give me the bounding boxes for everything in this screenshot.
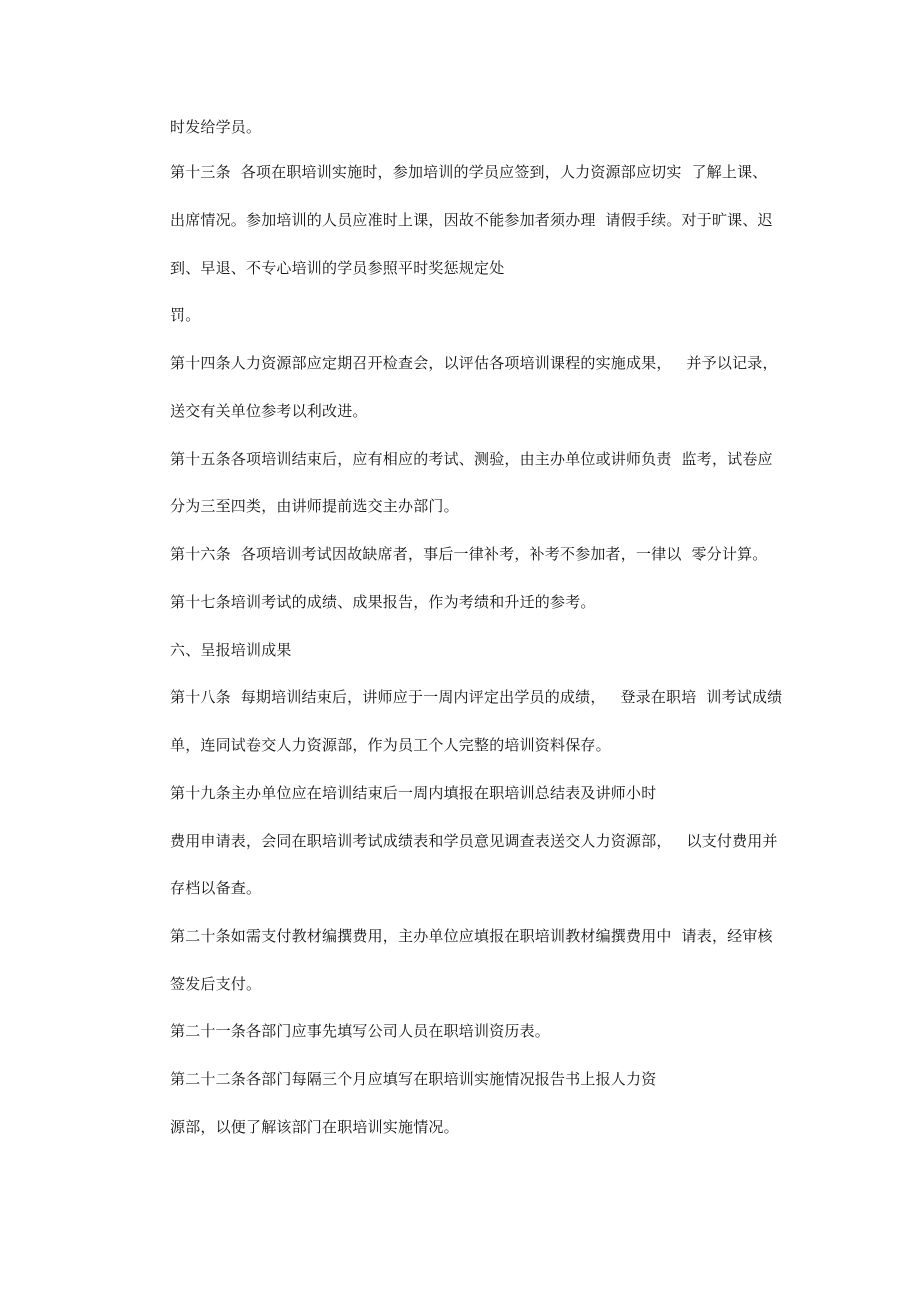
text-line: 第十八条 每期培训结束后，讲师应于一周内评定出学员的成绩， 登录在职培 训考试成绩 [170,688,783,706]
text-line: 第十九条主办单位应在培训结束后一周内填报在职培训总结表及讲师小时 [170,784,657,802]
text-line: 第十三条 各项在职培训实施时，参加培训的学员应签到，人力资源部应切实 了解上课、 [170,163,768,181]
text-line: 存档以备查。 [170,879,262,897]
text-line: 单，连同试卷交人力资源部，作为员工个人完整的培训资料保存。 [170,736,611,754]
text-line: 罚。 [170,306,201,324]
text-line: 第二十二条各部门每隔三个月应填写在职培训实施情况报告书上报人力资 [170,1070,657,1088]
text-line: 第二十一条各部门应事先填写公司人员在职培训资历表。 [170,1022,551,1040]
section-heading: 六、呈报培训成果 [170,641,292,659]
text-line: 第二十条如需支付教材编撰费用，主办单位应填报在职培训教材编撰费用中 请表，经审核 [170,927,773,945]
text-line: 到、早退、不专心培训的学员参照平时奖惩规定处 [170,259,505,277]
text-line: 分为三至四类，由讲师提前选交主办部门。 [170,497,459,515]
text-line: 源部，以便了解该部门在职培训实施情况。 [170,1118,459,1136]
text-line: 第十六条 各项培训考试因故缺席者，事后一律补考，补考不参加者，一律以 零分计算。 [170,545,768,563]
text-line: 第十七条培训考试的成绩、成果报告，作为考绩和升迁的参考。 [170,593,596,611]
text-line: 出席情况。参加培训的人员应准时上课，因故不能参加者须办理 请假手续。对于旷课、迟 [170,211,773,229]
text-line: 送交有关单位参考以利改进。 [170,402,368,420]
text-line: 费用申请表，会同在职培训考试成绩表和学员意见调查表送交人力资源部， 以支付费用并 [170,832,778,850]
text-line: 时发给学员。 [170,118,262,136]
text-line: 第十五条各项培训结束后，应有相应的考试、测验，由主办单位或讲师负责 监考，试卷应 [170,450,773,468]
text-line: 签发后支付。 [170,975,262,993]
text-line: 第十四条人力资源部应定期召开检查会，以评估各项培训课程的实施成果， 并予以记录， [170,354,778,372]
